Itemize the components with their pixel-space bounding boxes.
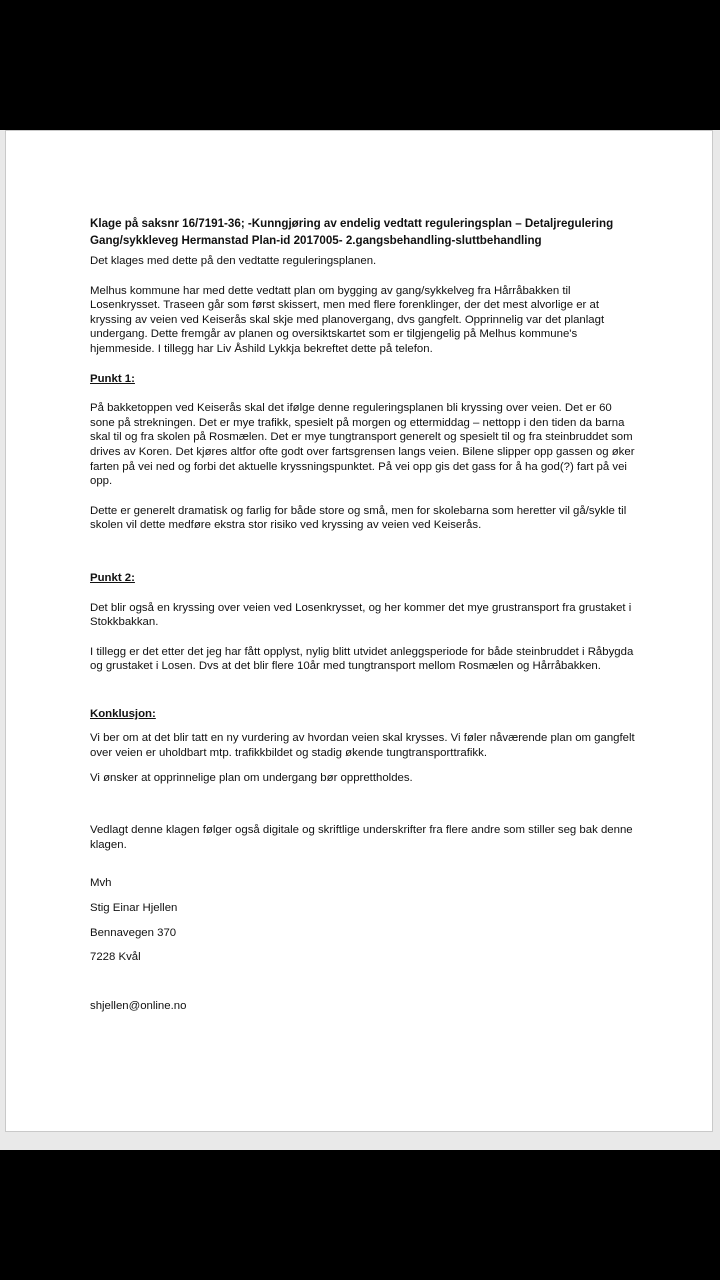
punkt2-paragraph-2: I tillegg er det etter det jeg har fått opplyst, nylig blitt utvidet anleggsperiode for både steinbruddet i Råbygda og grustaket i Losen. Dvs at det blir flere 10år med tungtransport mellom Rosmælen og Hårråbakken. <box>90 645 634 673</box>
signature-name: Stig Einar Hjellen <box>90 902 178 915</box>
top-black-bar <box>0 0 720 130</box>
konklusjon-paragraph-1: Vi ber om at det blir tatt en ny vurdering av hvordan veien skal krysses. Vi føler nåværende plan om gangfelt over veien er uholdbart mtp. trafikkbildet og stadig økende tungtransporttrafikk. <box>90 732 635 760</box>
document-page <box>5 130 713 1132</box>
signature-block <box>90 876 636 1013</box>
punkt1-paragraph-2: Dette er generelt dramatisk og farlig for både store og små, men for skolebarna som heretter vil gå/sykle til skolen vil dette medføre ekstra stor risiko ved kryssing av veien ved Keiserås. <box>90 504 627 532</box>
document-title: Klage på saksnr 16/7191-36; -Kunngjøring av endelig vedtatt reguleringsplan – Detaljregulering Gang/sykkleveg Hermanstad Plan-id 2017005- 2.gangsbehandling-sluttbehandling <box>90 217 614 247</box>
konklusjon-heading: Konklusjon: <box>90 707 156 720</box>
signature-street: Bennavegen 370 <box>90 926 177 939</box>
document-viewer[interactable] <box>0 130 720 1150</box>
konklusjon-paragraph-2: Vi ønsker at opprinnelige plan om undergang bør opprettholdes. <box>90 771 413 784</box>
punkt2-heading: Punkt 2: <box>90 571 135 584</box>
punkt1-heading: Punkt 1: <box>90 372 135 385</box>
punkt2-paragraph-1: Det blir også en kryssing over veien ved Losenkrysset, og her kommer det mye grustransport fra grustaket i Stokkbakkan. <box>90 601 632 629</box>
signature-postal: 7228 Kvål <box>90 951 141 964</box>
signature-greeting: Mvh <box>90 877 112 890</box>
attachment-note: Vedlagt denne klagen følger også digitale og skriftlige underskrifter fra flere andre som stiller seg bak denne klagen. <box>90 824 633 851</box>
bottom-black-bar <box>0 1150 720 1280</box>
signature-email: shjellen@online.no <box>90 999 187 1012</box>
background-paragraph: Melhus kommune har med dette vedtatt plan om bygging av gang/sykkelveg fra Hårråbakken til Losenkrysset. Traseen går som først skissert, men med flere forenklinger, der det mest alvorlige er at kryssing av veien ved Keiserås skal skje med planovergang, dvs gangfelt. Opprinnelig var det planlagt undergang. Dette fremgår av planen og oversiktskartet som er tilgjengelig på Melhus kommune's hjemmeside. I tillegg har Liv Åshild Lykkja bekreftet dette på telefon. <box>90 284 605 355</box>
intro-paragraph: Det klages med dette på den vedtatte reguleringsplanen. <box>90 255 377 267</box>
punkt1-paragraph-1: På bakketoppen ved Keiserås skal det ifølge denne reguleringsplanen bli kryssing over veien. Det er 60 sone på strekningen. Det er mye trafikk, spesielt på morgen og ettermiddag – nettopp i den tiden da barna skal til og fra skolen på Rosmælen. Det er mye tungtransport generelt og spesielt til og fra steinbruddet som drives av Koren. Det kjøres altfor ofte godt over fartsgrensen langs veien. Bilene slipper opp gassen og øker farten på vei ned og forbi det aktuelle kryssningspunktet. På vei opp gis det gass for å ha god(?) fart på vei opp. <box>90 402 635 488</box>
document-content <box>90 215 636 1013</box>
